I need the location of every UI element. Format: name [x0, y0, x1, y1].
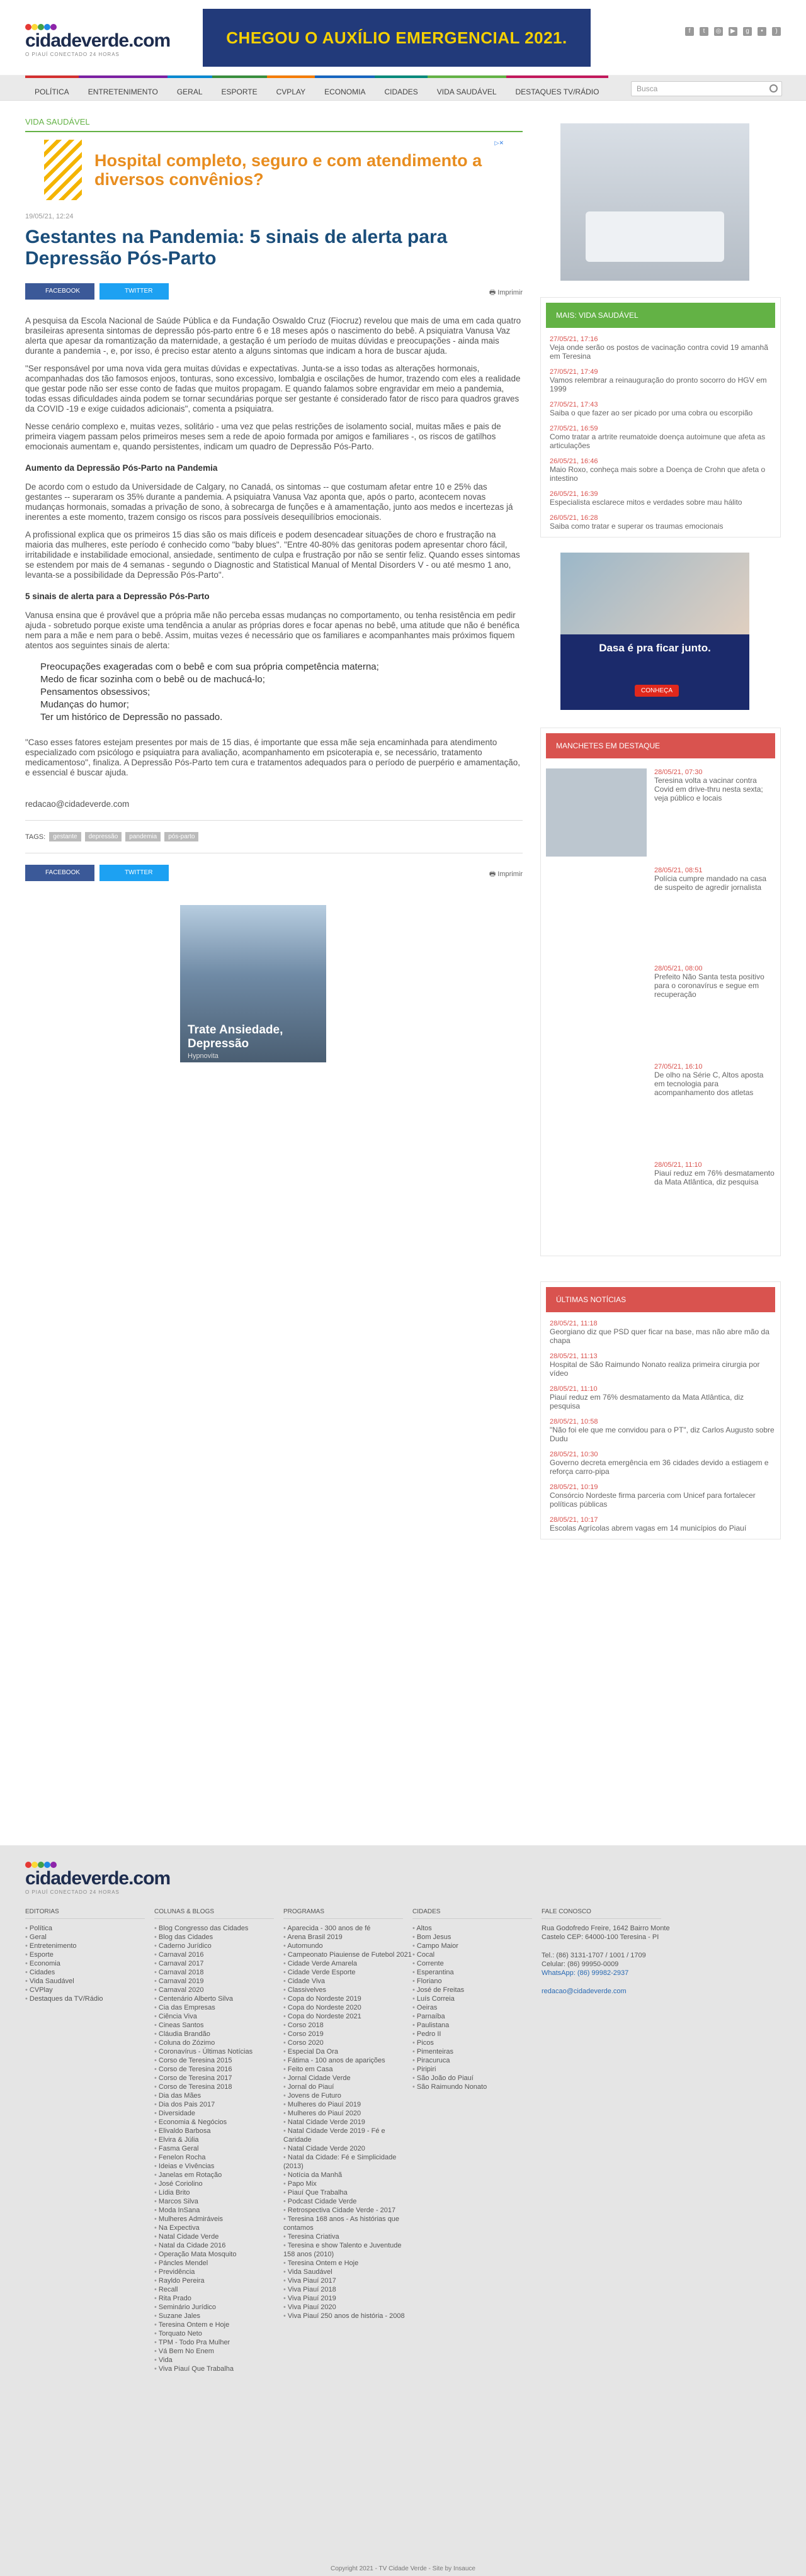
search-placeholder: Busca [637, 84, 658, 93]
paragraph: Nesse cenário complexo e, muitas vezes, solitário - uma vez que pelas restrições de isolamento social, muitas mães e pais de primeira viagem passam pelos primeiros meses sem a rede de apoio formada por amigos e familiares -, os riscos de gatilhos emocionais aumentam e, quando persistentes, indicam um quadro de Depressão Pós-Parto. [25, 422, 501, 451]
footer-link[interactable]: • Marcos Silva [154, 2197, 283, 2206]
item-date: 26/05/21, 16:46 [550, 458, 598, 465]
footer-link[interactable]: • Destaques da TV/Rádio [25, 1994, 154, 2003]
share-bar [25, 283, 523, 300]
top-banner-ad[interactable] [203, 9, 591, 67]
highlights-box [540, 728, 781, 1256]
item-title[interactable]: Governo decreta emergência em 36 cidades devido a estiagem e reforça carro-pipa [550, 1458, 769, 1476]
search-input[interactable] [631, 81, 782, 96]
list-item[interactable] [546, 335, 775, 361]
author-email[interactable]: redacao@cidadeverde.com [25, 799, 130, 809]
share-bar-bottom [25, 865, 523, 881]
highlights-head: MANCHETES EM DESTAQUE [546, 733, 775, 758]
tag-chip[interactable]: pós-parto [164, 832, 198, 841]
dasa-ad[interactable] [560, 553, 749, 710]
footer-link[interactable]: • Ciência Viva [154, 2012, 283, 2021]
list-item[interactable] [546, 1418, 775, 1443]
footer-link[interactable]: • Rita Prado [154, 2294, 283, 2303]
footer-link[interactable]: • Centenário Alberto Silva [154, 1994, 283, 2003]
footer-link[interactable]: • Feito em Casa [283, 2065, 412, 2074]
item-title[interactable]: Saiba como tratar e superar os traumas emocionais [550, 522, 724, 531]
instagram-icon[interactable]: ◎ [714, 27, 723, 36]
sign-item: Mudanças do humor; [40, 699, 129, 710]
sign-item: Preocupações exageradas com o bebê e com sua própria competência materna; [40, 661, 379, 672]
footer-link[interactable]: • Moda InSana [154, 2206, 283, 2215]
footer-link[interactable]: • Suzane Jales [154, 2312, 283, 2320]
footer-link[interactable]: • Viva Piauí 250 anos de história - 2008 [283, 2312, 412, 2320]
footer-link[interactable]: • Teresina Criativa [283, 2232, 412, 2241]
list-item[interactable] [546, 425, 775, 450]
footer-link[interactable]: • Coluna do Zózimo [154, 2039, 283, 2047]
footer-link[interactable]: • Recall [154, 2285, 283, 2294]
footer-link[interactable]: • Viva Piauí 2019 [283, 2294, 412, 2303]
item-title[interactable]: Piauí reduz em 76% desmatamento da Mata Atlântica, diz pesquisa [654, 1169, 775, 1186]
dasa-ad-image [560, 553, 749, 634]
footer-link[interactable]: • Piracuruca [412, 2056, 542, 2065]
item-date: 27/05/21, 16:59 [550, 425, 598, 432]
paragraph: A profissional explica que os primeiros 15 dias são os mais difíceis e podem desencadear situações de choro e frustração na maioria das mulheres, este período é conhecido como "baby blues". "Entre 40-80% das genitoras podem apresentar choro fácil, irritabilidade e instabilidade emocional, ansiedade, sentimento de culpa e frustração por não se sentir feliz. Quando esses sintomas se estendem por mais de 4 semanas - segundo o Diagnostic and Statistical Manual of Mental Disorders V - ou até mesmo 1 ano, levanta-se a possibilidade da Depressão Pós-Parto". [25, 530, 520, 580]
col-head: COLUNAS & BLOGS [154, 1908, 274, 1919]
footer-link[interactable]: • Páncles Mendel [154, 2259, 283, 2268]
footer-link[interactable]: • Campeonato Piauiense de Futebol 2021 [283, 1950, 412, 1959]
footer-link[interactable]: • Altos [412, 1924, 542, 1933]
sponsored-photo[interactable] [180, 905, 326, 1062]
twitter-share-button[interactable]: TWITTER [99, 283, 169, 300]
article-body [25, 316, 523, 778]
tag-chip[interactable]: depressão [85, 832, 122, 841]
paragraph: "Caso esses fatores estejam presentes por mais de 15 dias, é importante que essa mãe seja encaminhada para atendimento especializado com psicólogo e psiquiatra para avaliação, acompanhamento em psicoterapia e, se necessário, tratamento medicamentoso", finaliza. A Depressão Pós-Parto tem cura e tratamentos adequados para o período de puerpério e amamentação, e essencial é buscar ajuda. [25, 738, 520, 777]
item-date: 27/05/21, 16:10 [654, 1063, 703, 1071]
footer-link[interactable]: • Corso de Teresina 2016 [154, 2065, 283, 2074]
footer-link[interactable]: • Ideias e Vivências [154, 2162, 283, 2171]
subheading: 5 sinais de alerta para a Depressão Pós-Parto [25, 592, 210, 601]
logo-tagline: O PIAUÍ CONECTADO 24 HORAS [25, 52, 120, 57]
item-date: 26/05/21, 16:39 [550, 490, 598, 498]
item-date: 28/05/21, 10:30 [550, 1451, 598, 1458]
item-date: 28/05/21, 10:17 [550, 1516, 598, 1524]
highlight-item[interactable] [546, 768, 775, 857]
footer-link[interactable]: • Viva Piauí 2020 [283, 2303, 412, 2312]
item-title[interactable]: Polícia cumpre mandado na casa de suspeito de agredir jornalista [654, 874, 767, 892]
item-date: 28/05/21, 07:30 [654, 768, 703, 776]
footer-link[interactable]: • Esporte [25, 1950, 154, 1959]
logo-word: cidadeverde.com [25, 1868, 171, 1889]
footer-link[interactable]: • Jornal Cidade Verde [283, 2074, 412, 2083]
footer-link[interactable]: • Natal Cidade Verde 2019 - Fé e Caridade [283, 2127, 412, 2144]
list-item[interactable] [546, 514, 775, 531]
footer-link[interactable]: • Elvira & Júlia [154, 2135, 283, 2144]
item-date: 28/05/21, 10:19 [550, 1483, 598, 1491]
facebook-icon[interactable]: f [685, 27, 694, 36]
subheading: Aumento da Depressão Pós-Parto na Pandemia [25, 463, 218, 473]
footer-link[interactable]: • Mulheres do Piauí 2020 [283, 2109, 412, 2118]
footer-link[interactable]: • Corso 2020 [283, 2039, 412, 2047]
section-tag[interactable]: VIDA SAUDÁVEL [25, 117, 523, 132]
footer-link[interactable]: • Natal da Cidade: Fé e Simplicidade (2013) [283, 2153, 412, 2171]
photo-caption: Trate Ansiedade, Depressão [188, 1023, 283, 1050]
hospital-ad-text: Hospital completo, seguro e com atendimento a diversos convênios? [94, 151, 482, 189]
footer-link[interactable]: • Blog Congresso das Cidades [154, 1924, 283, 1933]
footer-link[interactable]: • Cláudia Brandão [154, 2030, 283, 2039]
footer-link[interactable]: • Natal Cidade Verde 2020 [283, 2144, 412, 2153]
footer-link[interactable]: • Pimenteiras [412, 2047, 542, 2056]
footer-link[interactable]: • Cidade Viva [283, 1977, 412, 1986]
item-title[interactable]: Piauí reduz em 76% desmatamento da Mata Atlântica, diz pesquisa [550, 1393, 744, 1410]
social-links [685, 27, 781, 36]
footer-link[interactable]: • TPM - Todo Pra Mulher [154, 2338, 283, 2347]
item-date: 28/05/21, 08:51 [654, 867, 703, 874]
item-title[interactable]: Georgiano diz que PSD quer ficar na base, mas não abre mão da chapa [550, 1327, 769, 1345]
list-item[interactable] [546, 1451, 775, 1476]
item-title[interactable]: Vamos relembrar a reinauguração do pronto socorro do HGV em 1999 [550, 376, 767, 393]
youtube-icon[interactable]: ▶ [729, 27, 737, 36]
address: Rua Godofredo Freire, 1642 Bairro Monte Castelo CEP: 64000-100 Teresina - PI [542, 1925, 670, 1941]
nav-item-entretenimento[interactable]: ENTRETENIMENTO [79, 76, 167, 101]
item-title[interactable]: Teresina volta a vacinar contra Covid em drive-thru nesta sexta; veja público e locais [654, 776, 763, 802]
dasa-ad-text: Dasa é pra ficar junto. [599, 642, 711, 654]
highlight-thumb[interactable] [546, 768, 647, 857]
footer-link[interactable]: • Corso 2019 [283, 2030, 412, 2039]
footer-link[interactable]: • Viva Piauí Que Trabalha [154, 2365, 283, 2373]
article-title: Gestantes na Pandemia: 5 sinais de alerta para Depressão Pós-Parto [25, 227, 448, 269]
footer-link[interactable]: • Luís Correia [412, 1994, 542, 2003]
footer-link[interactable]: • Notícia da Manhã [283, 2171, 412, 2179]
item-date: 28/05/21, 11:18 [550, 1320, 598, 1327]
footer-link[interactable]: • Na Expectiva [154, 2224, 283, 2232]
footer-link[interactable]: • Piauí Que Trabalha [283, 2188, 412, 2197]
footer-link[interactable]: • Fátima - 100 anos de aparições [283, 2056, 412, 2065]
phone: Tel.: (86) 3131-1707 / 1001 / 1709 [542, 1952, 646, 1959]
footer-link[interactable]: • Fenelon Rocha [154, 2153, 283, 2162]
footer-link[interactable]: • Jovens de Futuro [283, 2091, 412, 2100]
nav-item-economia[interactable]: ECONOMIA [315, 76, 375, 101]
footer-link[interactable]: • Geral [25, 1933, 154, 1942]
tag-chip[interactable]: gestante [49, 832, 81, 841]
footer-link[interactable]: • Pedro II [412, 2030, 542, 2039]
item-title[interactable]: Maio Roxo, conheça mais sobre a Doença de Crohn que afeta o intestino [550, 465, 766, 483]
footer-link[interactable]: • Bom Jesus [412, 1933, 542, 1942]
latest-head: ÚLTIMAS NOTÍCIAS [546, 1287, 775, 1312]
footer-link[interactable]: • Vida [154, 2356, 283, 2365]
warning-signs-list [40, 661, 523, 724]
footer-link[interactable]: • Teresina Ontem e Hoje [154, 2320, 283, 2329]
footer-link[interactable]: • Cidade Verde Esporte [283, 1968, 412, 1977]
banner-text: CHEGOU O AUXÍLIO EMERGENCIAL 2021. [226, 28, 567, 47]
nav-item-politica[interactable]: POLÍTICA [25, 76, 79, 101]
list-item[interactable] [546, 1483, 775, 1509]
item-title[interactable]: Prefeito Não Santa testa positivo para o coronavírus e segue em recuperação [654, 972, 764, 999]
footer-link[interactable]: • Dia dos Pais 2017 [154, 2100, 283, 2109]
footer-link[interactable]: • Papo Mix [283, 2179, 412, 2188]
list-item[interactable] [546, 1516, 775, 1533]
list-item[interactable] [546, 1320, 775, 1345]
twitter-share-button[interactable]: TWITTER [99, 865, 169, 881]
tags [25, 832, 523, 841]
footer-link[interactable]: • Vá Bem No Enem [154, 2347, 283, 2356]
flickr-icon[interactable]: • [758, 27, 766, 36]
footer-col-programas [283, 1908, 412, 2373]
nav-item-geral[interactable]: GERAL [167, 76, 212, 101]
print-label: Imprimir [497, 870, 523, 878]
photo-source: Hypnovita [188, 1052, 219, 1060]
item-title[interactable]: Especialista esclarece mitos e verdades sobre mau hálito [550, 498, 742, 507]
item-title[interactable]: Veja onde serão os postos de vacinação contra covid 19 amanhã em Teresina [550, 343, 768, 361]
print-label: Imprimir [497, 289, 523, 296]
footer-link[interactable]: • Viva Piauí 2018 [283, 2285, 412, 2294]
list-item[interactable] [546, 1353, 775, 1378]
footer-link[interactable]: • Automundo [283, 1942, 412, 1950]
footer-logo[interactable] [25, 1862, 170, 1895]
item-title[interactable]: "Não foi ele que me convidou para o PT", diz Carlos Augusto sobre Dudu [550, 1426, 775, 1443]
item-date: 27/05/21, 17:49 [550, 368, 598, 376]
footer-link[interactable]: • Carnaval 2016 [154, 1950, 283, 1959]
sidebar [540, 123, 781, 1539]
footer-link[interactable]: • Carnaval 2017 [154, 1959, 283, 1968]
footer-link[interactable]: • Teresina Ontem e Hoje [283, 2259, 412, 2268]
item-date: 27/05/21, 17:16 [550, 335, 598, 343]
footer-link[interactable]: • Campo Maior [412, 1942, 542, 1950]
footer-link[interactable]: • Torquato Neto [154, 2329, 283, 2338]
ad-stripes [44, 140, 82, 200]
footer-link[interactable]: • Janelas em Rotação [154, 2171, 283, 2179]
footer-link[interactable]: • Mulheres Admiráveis [154, 2215, 283, 2224]
article-date: 19/05/21, 12:24 [25, 213, 74, 220]
more-head: MAIS: VIDA SAUDÁVEL [546, 303, 775, 328]
col-head: FALE CONOSCO [542, 1908, 661, 1919]
list-item[interactable] [546, 1385, 775, 1410]
nav-item-destaques[interactable]: DESTAQUES TV/RÁDIO [506, 76, 609, 101]
footer-link[interactable]: • Classivelves [283, 1986, 412, 1994]
item-date: 28/05/21, 11:10 [550, 1385, 598, 1393]
footer-link[interactable]: • Floriano [412, 1977, 542, 1986]
highlight-item[interactable] [546, 1161, 775, 1249]
footer-link[interactable]: • Previdência [154, 2268, 283, 2276]
item-date: 28/05/21, 10:58 [550, 1418, 598, 1426]
footer-link[interactable]: • Corso 2018 [283, 2021, 412, 2030]
footer-link[interactable]: • Entretenimento [25, 1942, 154, 1950]
footer-link[interactable]: • Rayldo Pereira [154, 2276, 283, 2285]
footer-link[interactable]: • Vida Saudável [283, 2268, 412, 2276]
footer-link[interactable]: • Natal da Cidade 2016 [154, 2241, 283, 2250]
article-column [25, 117, 523, 1062]
sign-item: Ter um histórico de Depressão no passado. [40, 712, 223, 723]
header [0, 0, 806, 76]
paragraph: De acordo com o estudo da Universidade de Calgary, no Canadá, os sintomas -- que costumam afetar entre 10 e 25% das gestantes -- superaram os 35% durante a pandemia. A psiquiatra Vanusa Vaz aponta que, após o parto, acontecem novas mudanças hormonais, somadas a privação de sono, à sobrecarga de funções e à amamentação, junto aos medos e incertezas já inerentes a este momento, trazem consigo os riscos para possíveis desequilíbrios emocionais. [25, 482, 513, 522]
footer-link[interactable]: • Carnaval 2020 [154, 1986, 283, 1994]
item-date: 27/05/21, 17:43 [550, 401, 598, 408]
list-item[interactable] [546, 458, 775, 483]
print-button[interactable] [489, 869, 523, 880]
highlight-thumb[interactable] [546, 965, 647, 1053]
print-icon: 🖶 [489, 289, 498, 296]
paragraph: A pesquisa da Escola Nacional de Saúde Pública e da Fundação Oswaldo Cruz (Fiocruz) revelou que mais de uma em cada quatro brasileiras apresenta sintomas de depressão pós-parto entre 6 e 18 meses após o nascimento do bebê. A psiquiatra Vanusa Vaz alerta que apesar da romantização da maternidade, a gestação é um período de muitas dúvidas e preocupações - ainda mais durante a pandemia -, e, por isso, é preciso estar atento a alguns sintomas que indicam a hora de buscar ajuda. [25, 316, 521, 356]
footer-link[interactable]: • Dia das Mães [154, 2091, 283, 2100]
footer-col-colunas [154, 1908, 283, 2373]
highlight-item[interactable] [546, 965, 775, 1053]
logo-dots [25, 1862, 63, 1869]
footer-link[interactable]: • José de Freitas [412, 1986, 542, 1994]
footer-link[interactable]: • Operação Mata Mosquito [154, 2250, 283, 2259]
logo-tagline: O PIAUÍ CONECTADO 24 HORAS [25, 1889, 120, 1895]
logo[interactable] [25, 24, 170, 57]
print-icon: 🖶 [489, 870, 498, 878]
latest-box [540, 1281, 781, 1539]
item-title[interactable]: De olho na Série C, Altos aposta em tecnologia para acompanhamento dos atletas [654, 1071, 764, 1097]
footer-link[interactable]: • Cocal [412, 1950, 542, 1959]
footer-link[interactable]: • Esperantina [412, 1968, 542, 1977]
footer-link[interactable]: • CVPlay [25, 1986, 154, 1994]
list-item[interactable] [546, 368, 775, 393]
item-title[interactable]: Escolas Agrícolas abrem vagas em 14 municípios do Piauí [550, 1524, 747, 1533]
paragraph: "Ser responsável por uma nova vida gera muitas dúvidas e expectativas. Junta-se a isso todas as alterações hormonais, acompanhadas dos tão famosos enjoos, tonturas, sono excessivo, lombalgia e oscilações de humor, trazendo com eles a realidade que gestar pode não ser esse conto de fadas que muitos propagam. E quando falamos sobre engravidar em meio a pandemia, todas essas dificuldades ainda podem se tornar secundárias porque ser gestante é considerado fator de risco para quadros graves da COVID -19 e exige cuidados adicionais", comenta a psiquiatra. [25, 364, 521, 413]
google-plus-icon[interactable]: g [743, 27, 752, 36]
footer-link[interactable]: • Blog das Cidades [154, 1933, 283, 1942]
bed-shape [586, 211, 724, 262]
mobile: Celular: (86) 99950-0009 [542, 1960, 619, 1968]
footer [0, 1845, 806, 2576]
nav-item-esporte[interactable]: ESPORTE [212, 76, 267, 101]
footer-link[interactable]: • Natal Cidade Verde 2019 [283, 2118, 412, 2127]
footer-col-cidades [412, 1908, 542, 2373]
footer-link[interactable]: • Lídia Brito [154, 2188, 283, 2197]
footer-link[interactable]: • São João do Piauí [412, 2074, 542, 2083]
ad-choices-icon[interactable]: ▷✕ [494, 140, 504, 146]
footer-link[interactable]: • Viva Piauí 2017 [283, 2276, 412, 2285]
footer-col-contato [542, 1908, 671, 2373]
link-list [283, 1924, 412, 2320]
footer-link[interactable]: • Jornal do Piauí [283, 2083, 412, 2091]
twitter-icon[interactable]: t [700, 27, 708, 36]
footer-link[interactable]: • Copa do Nordeste 2019 [283, 1994, 412, 2003]
item-title[interactable]: Hospital de São Raimundo Nonato realiza primeira cirurgia por vídeo [550, 1360, 760, 1378]
col-head: CIDADES [412, 1908, 532, 1919]
nav-item-cidades[interactable]: CIDADES [375, 76, 427, 101]
item-title[interactable]: Como tratar a artrite reumatoide doença autoimune que afeta as articulações [550, 432, 766, 450]
item-date: 28/05/21, 11:13 [550, 1353, 598, 1360]
print-button[interactable] [489, 287, 523, 299]
facebook-share-button[interactable]: FACEBOOK [25, 283, 94, 300]
highlight-thumb[interactable] [546, 867, 647, 955]
highlight-item[interactable] [546, 1063, 775, 1151]
tags-label: TAGS: [25, 833, 46, 841]
contact-email[interactable]: redacao@cidadeverde.com [542, 1988, 627, 1995]
dasa-ad-button[interactable]: CONHEÇA [635, 685, 679, 697]
footer-link[interactable]: • Economia & Negócios [154, 2118, 283, 2127]
footer-link[interactable]: • Especial Da Ora [283, 2047, 412, 2056]
footer-link[interactable]: • Copa do Nordeste 2020 [283, 2003, 412, 2012]
footer-link[interactable]: • Coronavírus - Últimas Notícias [154, 2047, 283, 2056]
copyright: Copyright 2021 - TV Cidade Verde - Site by Insauce [331, 2565, 475, 2572]
whatsapp-link[interactable]: WhatsApp: (86) 99982-2937 [542, 1969, 629, 1977]
footer-link[interactable]: • Picos [412, 2039, 542, 2047]
item-title[interactable]: Saiba o que fazer ao ser picado por uma cobra ou escorpião [550, 408, 753, 417]
main-nav [0, 76, 806, 101]
search-icon[interactable] [769, 84, 778, 93]
footer-link[interactable]: • Política [25, 1924, 154, 1933]
footer-link[interactable]: • Podcast Cidade Verde [283, 2197, 412, 2206]
footer-link[interactable]: • Natal Cidade Verde [154, 2232, 283, 2241]
nav-item-vida-saudavel[interactable]: VIDA SAUDÁVEL [428, 76, 506, 101]
tag-chip[interactable]: pandemia [125, 832, 161, 841]
link-list [25, 1924, 154, 2003]
highlight-item[interactable] [546, 867, 775, 955]
rss-icon[interactable]: ) [772, 27, 781, 36]
footer-link[interactable]: • Retrospectiva Cidade Verde - 2017 [283, 2206, 412, 2215]
col-head: PROGRAMAS [283, 1908, 403, 1919]
footer-link[interactable]: • Arena Brasil 2019 [283, 1933, 412, 1942]
paragraph: Vanusa ensina que é provável que a própria mãe não perceba essas mudanças no comportamento, ou tenha resistência em pedir ajuda - sobretudo porque existe uma tendência a anular as próprias dores e focar apenas no bebê, uma atitude que não é benéfica nem para a mãe e nem para o bebê. Assim, muitas vezes é necessário que os familiares e acompanhantes mais próximos fiquem atentos aos seguintes sinais de alerta: [25, 610, 520, 650]
footer-link[interactable]: • Fasma Geral [154, 2144, 283, 2153]
footer-link[interactable]: • Economia [25, 1959, 154, 1968]
hospital-room-ad[interactable] [560, 123, 749, 281]
col-head: EDITORIAS [25, 1908, 145, 1919]
item-title[interactable]: Consórcio Nordeste firma parceria com Unicef para fortalecer políticas públicas [550, 1491, 756, 1509]
footer-link[interactable]: • Aparecida - 300 anos de fé [283, 1924, 412, 1933]
footer-link[interactable]: • Piripiri [412, 2065, 542, 2074]
footer-link[interactable]: • Mulheres do Piauí 2019 [283, 2100, 412, 2109]
footer-link[interactable]: • Corrente [412, 1959, 542, 1968]
list-item[interactable] [546, 401, 775, 417]
item-date: 28/05/21, 11:10 [654, 1161, 702, 1169]
footer-link[interactable]: • Corso de Teresina 2018 [154, 2083, 283, 2091]
link-list [412, 1924, 542, 2091]
sign-item: Medo de ficar sozinha com o bebê ou de machucá-lo; [40, 674, 265, 685]
item-date: 28/05/21, 08:00 [654, 965, 703, 972]
facebook-share-button[interactable]: FACEBOOK [25, 865, 94, 881]
footer-columns [25, 1908, 671, 2373]
footer-link[interactable]: • Copa do Nordeste 2021 [283, 2012, 412, 2021]
footer-link[interactable]: • José Coriolino [154, 2179, 283, 2188]
footer-link[interactable]: • Cia das Empresas [154, 2003, 283, 2012]
footer-link[interactable]: • Teresina e show Talento e Juventude 158 anos (2010) [283, 2241, 412, 2259]
highlight-thumb[interactable] [546, 1063, 647, 1151]
footer-link[interactable]: • Corso de Teresina 2017 [154, 2074, 283, 2083]
nav-item-cvplay[interactable]: CVPLAY [267, 76, 315, 101]
highlight-thumb[interactable] [546, 1161, 647, 1249]
footer-link[interactable]: • Caderno Jurídico [154, 1942, 283, 1950]
footer-link[interactable]: • Elivaldo Barbosa [154, 2127, 283, 2135]
hospital-ad[interactable] [44, 140, 504, 200]
footer-link[interactable]: • Parnaíba [412, 2012, 542, 2021]
link-list [154, 1924, 283, 2373]
footer-col-editorias [25, 1908, 154, 2373]
footer-link[interactable]: • Teresina 168 anos - As histórias que contamos [283, 2215, 412, 2232]
divider [25, 820, 523, 821]
footer-link[interactable]: • Corso de Teresina 2015 [154, 2056, 283, 2065]
footer-link[interactable]: • São Raimundo Nonato [412, 2083, 542, 2091]
item-date: 26/05/21, 16:28 [550, 514, 598, 522]
footer-link[interactable]: • Cidades [25, 1968, 154, 1977]
logo-dots [25, 24, 63, 31]
footer-link[interactable]: • Paulistana [412, 2021, 542, 2030]
footer-link[interactable]: • Seminário Jurídico [154, 2303, 283, 2312]
sign-item: Pensamentos obsessivos; [40, 687, 150, 697]
footer-link[interactable]: • Vida Saudável [25, 1977, 154, 1986]
footer-link[interactable]: • Cineas Santos [154, 2021, 283, 2030]
logo-word: cidadeverde.com [25, 30, 171, 51]
footer-link[interactable]: • Carnaval 2018 [154, 1968, 283, 1977]
more-box [540, 297, 781, 537]
footer-link[interactable]: • Oeiras [412, 2003, 542, 2012]
footer-link[interactable]: • Diversidade [154, 2109, 283, 2118]
footer-link[interactable]: • Cidade Verde Amarela [283, 1959, 412, 1968]
list-item[interactable] [546, 490, 775, 507]
footer-link[interactable]: • Carnaval 2019 [154, 1977, 283, 1986]
